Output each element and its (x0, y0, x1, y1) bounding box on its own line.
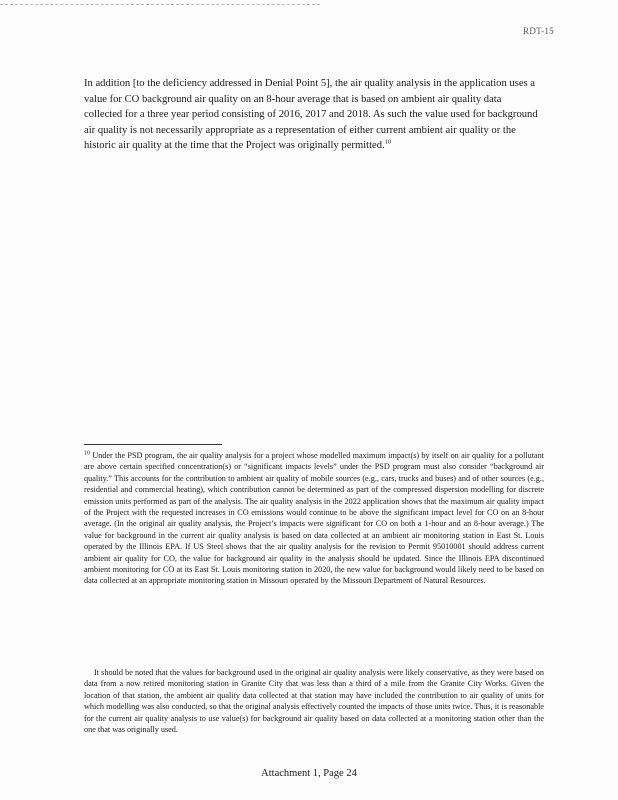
page-footer-label: Attachment 1, Page 24 (261, 768, 357, 779)
footnote-paragraph-2: It should be noted that the values for background used in the original air quality analysis were likely conservative, as they were based on data from a now retired monitoring station in Granite City that was less than a third of a mile from the Granite City Works. Given the location of that station, the ambient air quality data collected at that station may have included the contribution to air quality of units for which modelling was also conducted, so that the original analysis effectively counted the impacts of those units twice. Thus, it is reasonable for the current air quality analysis to use value(s) for background air quality based on data collected at a monitoring station other than the one that was originally used. (84, 668, 544, 735)
body-paragraph (84, 76, 538, 154)
footnote-text-1: Under the PSD program, the air quality analysis for a project whose modelled maximum impact(s) by itself on air quality for a pollutant are above certain specified concentration(s) or “significant impacts levels” under the PSD program must also consider “background air quality.” This accounts for the contribution to ambient air quality of mobile sources (e.g., cars, trucks and buses) and of other sources (e.g., residential and commercial heating), which contribution cannot be determined as part of the compressed dispersion modelling for discrete emission units performed as part of the analysis. The air quality analysis in the 2022 application shows that the maximum air quality impact of the Project with the requested increases in CO emissions would continue to be above the significant impact level for CO on an 8-hour average. (In the original air quality analysis, the Project’s impacts were significant for CO on both a 1-hour and an 8-hour average.) The value for background in the current air quality analysis is based on data collected at an ambient air monitoring station in East St. Louis operated by the Illinois EPA. If US Steel shows that the air quality analysis for the revision to Permit 95010001 should address current ambient air quality for CO, the value for background air quality in the analysis should be updated. Since the Illinois EPA discontinued ambient monitoring for CO at its East St. Louis monitoring station in 2020, the new value for background would likely need to be based on data collected at an appropriate monitoring station in Missouri operated by the Missouri Department of Natural Resources. (84, 451, 544, 586)
footnote-paragraph-1 (84, 450, 544, 587)
body-paragraph-text: In addition [to the deficiency addressed in Denial Point 5], the air quality analysis in the application uses a value for CO background air quality on an 8-hour average that is based on ambient air quality data collected for a three year period consisting of 2016, 2017 and 2018. As such the value used for background air quality is not necessarily appropriate as a representation of either current ambient air quality or the historic air quality at the time that the Project was originally permitted. (84, 78, 538, 152)
scan-artifact-line (0, 4, 320, 5)
footnote-reference[interactable]: 10 (384, 138, 392, 146)
footnote-number: 10 (84, 450, 90, 457)
footnote-separator (84, 444, 222, 445)
document-code: RDT-15 (523, 26, 554, 36)
